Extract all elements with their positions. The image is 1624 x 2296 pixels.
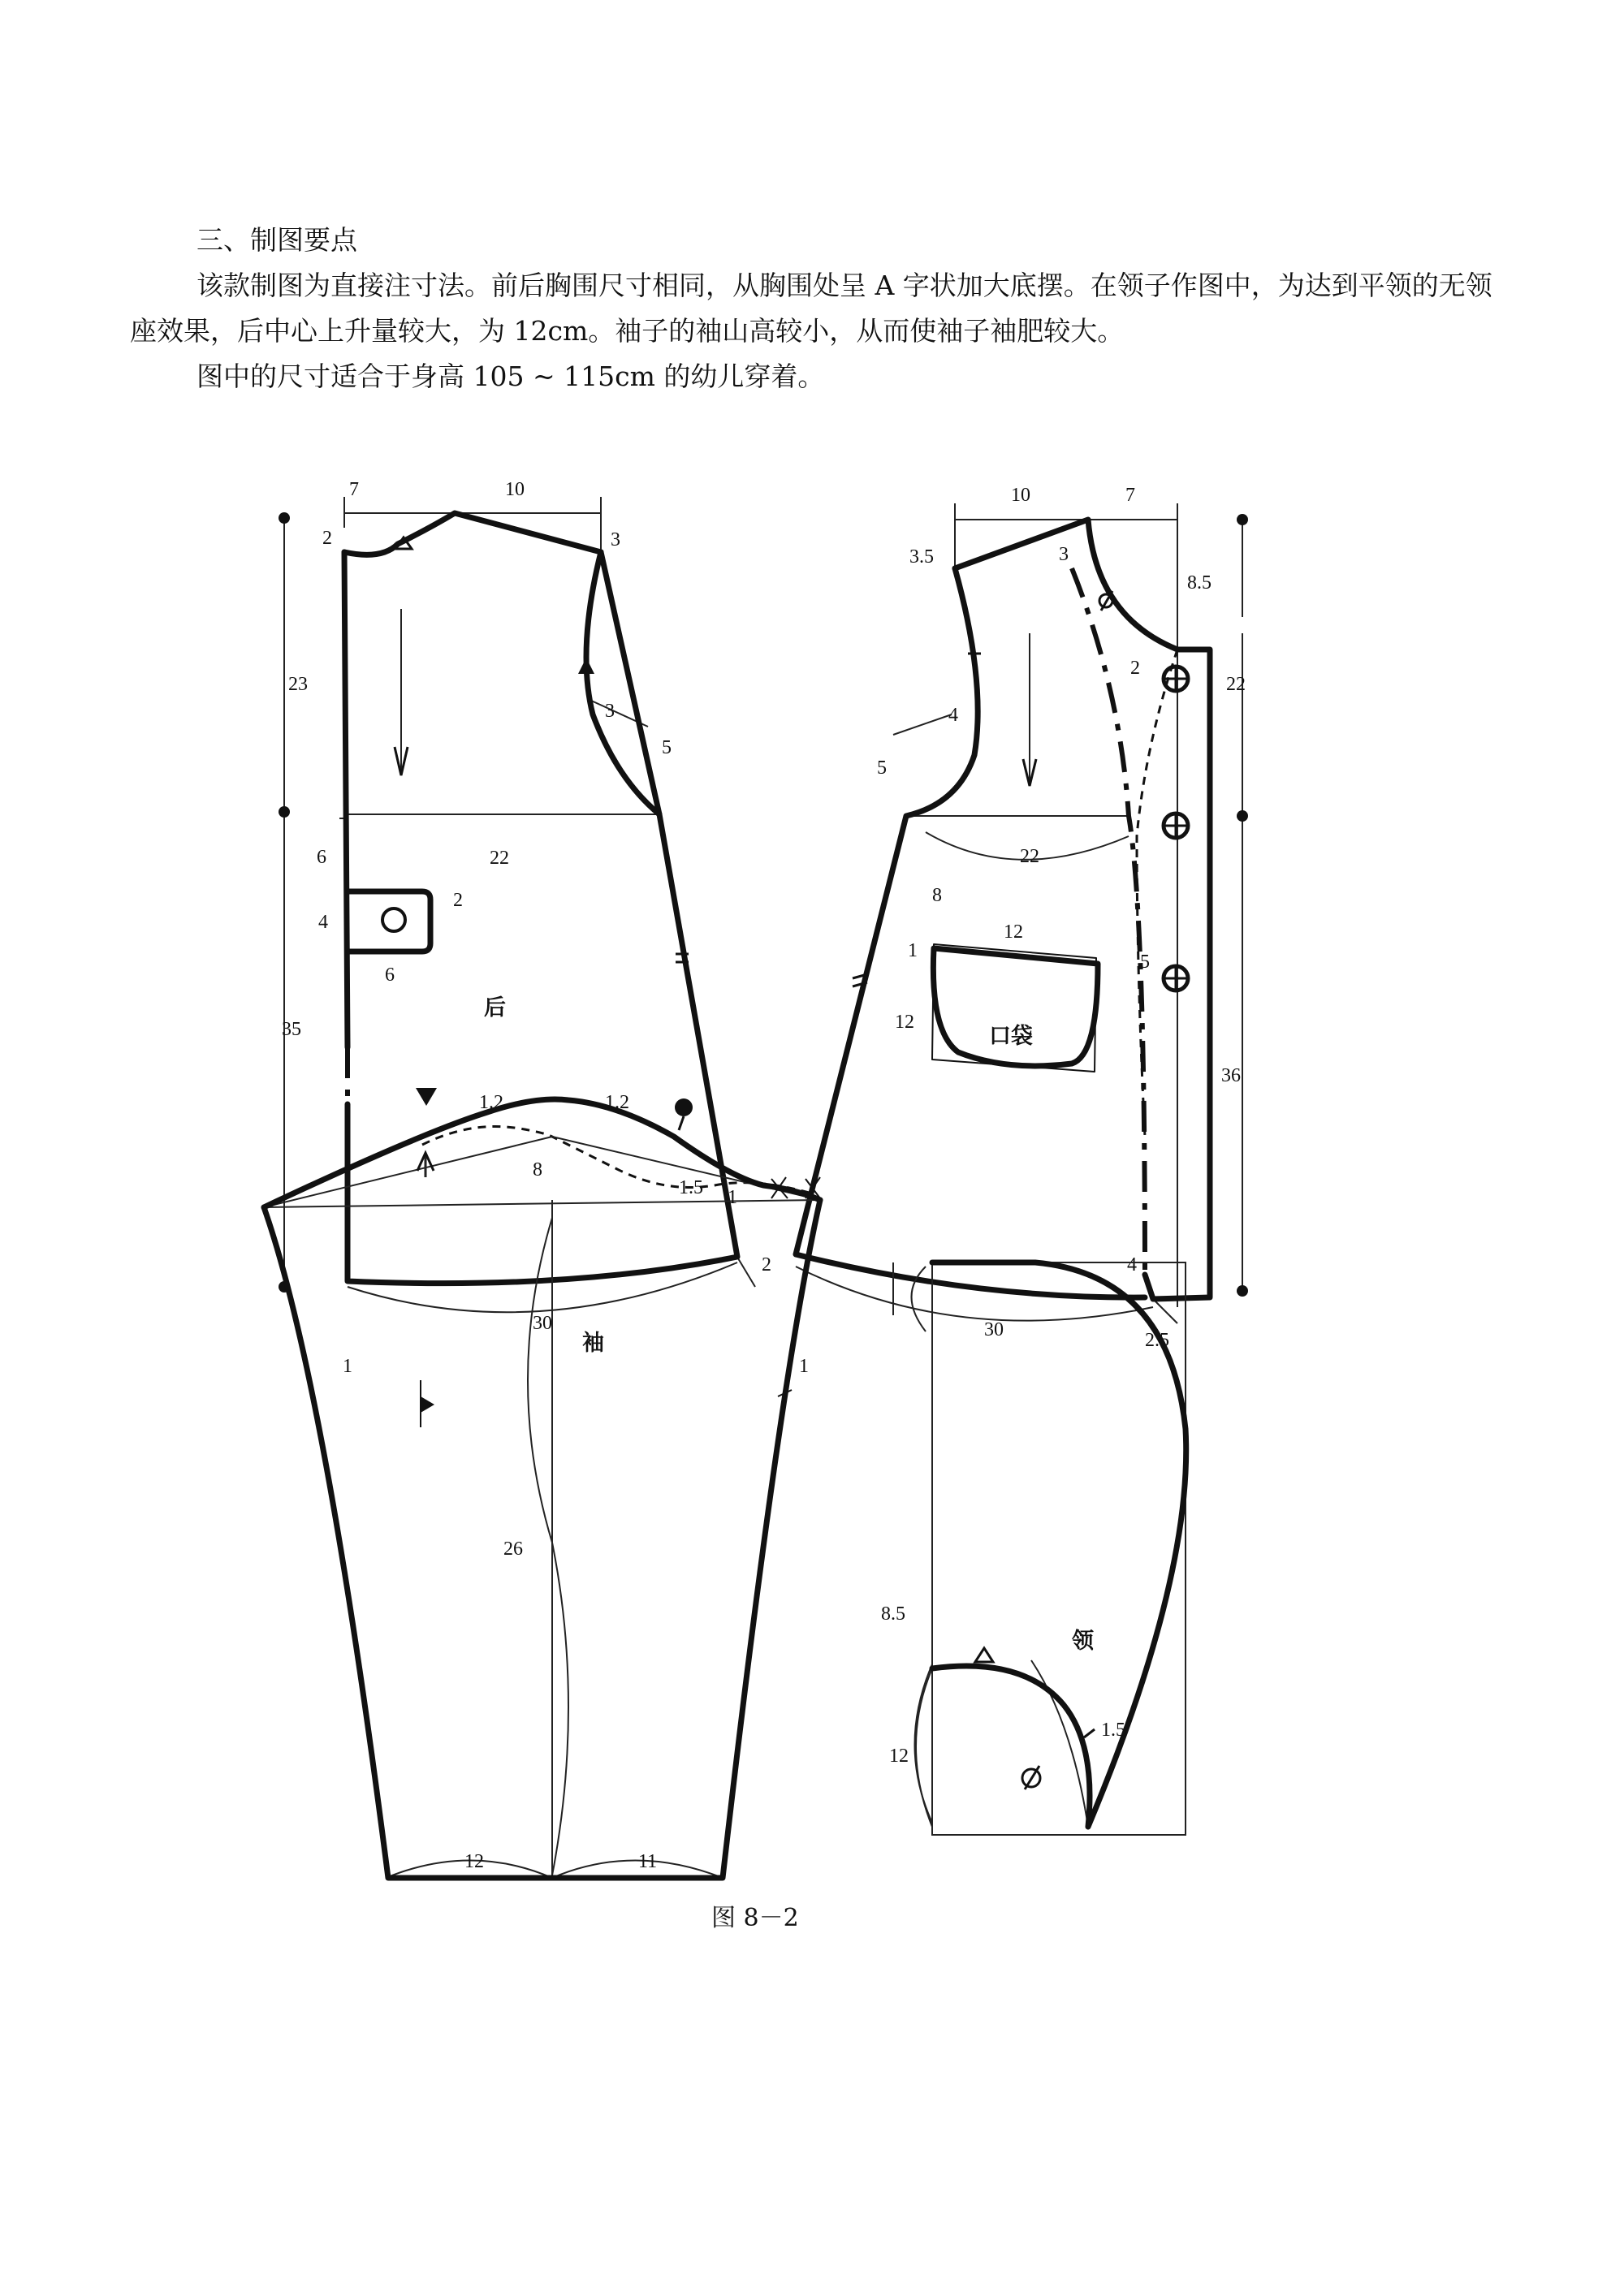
front-dim-overlap: 2.5 [1145,1330,1169,1351]
front-dim-7: 7 [1125,485,1135,506]
front-dim-8-5: 8.5 [1187,572,1212,593]
sleeve-dim-cap-right: 1.2 [605,1092,629,1113]
sleeve-dim-cuff-left: 12 [464,1851,484,1872]
sleeve-dim-cap-height: 8 [533,1159,542,1180]
front-dim-pocket-height: 12 [895,1012,914,1033]
sleeve-dim-cap-left: 1.2 [479,1092,503,1113]
front-dim-armhole-4: 4 [948,705,958,726]
front-dim-button-5: 5 [1140,952,1150,973]
back-dim-7: 7 [349,479,359,500]
back-dim-chest: 22 [490,848,509,869]
back-dim-armhole-3: 3 [605,701,615,722]
paragraph-drafting-notes: 该款制图为直接注寸法。前后胸围尺寸相同，从胸围处呈 A 字状加大底摆。在领子作图中，为达到平领的无领座效果，后中心上升量较大，为 12cm。袖子的袖山高较小，从而使袖子袖肥较大。 [130,270,1492,347]
pocket-label: 口袋 [989,1024,1033,1049]
front-dim-pocket-1: 1 [908,940,918,961]
front-dim-chest: 22 [1020,846,1039,867]
front-dim-hem: 30 [984,1319,1004,1340]
front-dim-pocket-width: 12 [1004,921,1023,943]
sleeve-dim-1-5: 1.5 [679,1177,703,1198]
sleeve-dim-length: 26 [503,1539,523,1560]
front-dim-button-2: 2 [1130,658,1140,679]
back-dim-hem: 30 [533,1313,552,1334]
back-dim-neck-drop: 2 [322,528,332,549]
back-dim-pocket-6: 6 [317,847,326,868]
front-dim-36: 36 [1221,1065,1241,1086]
back-dim-pocket-width: 6 [385,965,395,986]
front-dim-3-5: 3.5 [909,546,934,568]
front-dim-neck-3: 3 [1059,544,1069,565]
paragraph-size-note: 图中的尺寸适合于身高 105 ~ 115cm 的幼儿穿着。 [197,360,825,392]
back-dim-hem-rise: 2 [762,1254,771,1275]
sleeve-piece [264,1088,820,1878]
back-dim-armhole-5: 5 [662,737,672,758]
collar-piece [881,1262,1186,1835]
front-piece [796,485,1248,1351]
sleeve-dim-left-curve: 1 [343,1356,352,1377]
back-dim-pocket-2: 2 [453,890,463,911]
sleeve-label: 袖 [582,1331,604,1356]
collar-dim-height: 12 [889,1746,909,1767]
back-dim-10: 10 [505,479,525,500]
front-dim-armhole-5: 5 [877,757,887,779]
front-dim-pocket-8: 8 [932,885,942,906]
collar-dim-curve: 1.5 [1101,1720,1125,1741]
back-piece-label: 后 [484,995,506,1021]
back-dim-shoulder-drop: 3 [611,529,620,550]
front-dim-22-upper: 22 [1226,674,1246,695]
collar-label: 领 [1072,1629,1094,1654]
sleeve-dim-1-small: 1 [728,1187,737,1208]
figure-caption: 图 8－2 [711,1904,799,1932]
front-dim-10: 10 [1011,485,1030,506]
sleeve-dim-right-curve: 1 [799,1356,809,1377]
front-dim-hem-4: 4 [1127,1254,1137,1275]
back-dim-23: 23 [288,674,308,695]
collar-dim-rise: 8.5 [881,1603,905,1625]
sleeve-dim-cuff-right: 11 [638,1851,658,1872]
section-heading: 三、制图要点 [197,224,357,256]
back-dim-pocket-4: 4 [318,912,328,933]
back-dim-35: 35 [282,1019,301,1040]
